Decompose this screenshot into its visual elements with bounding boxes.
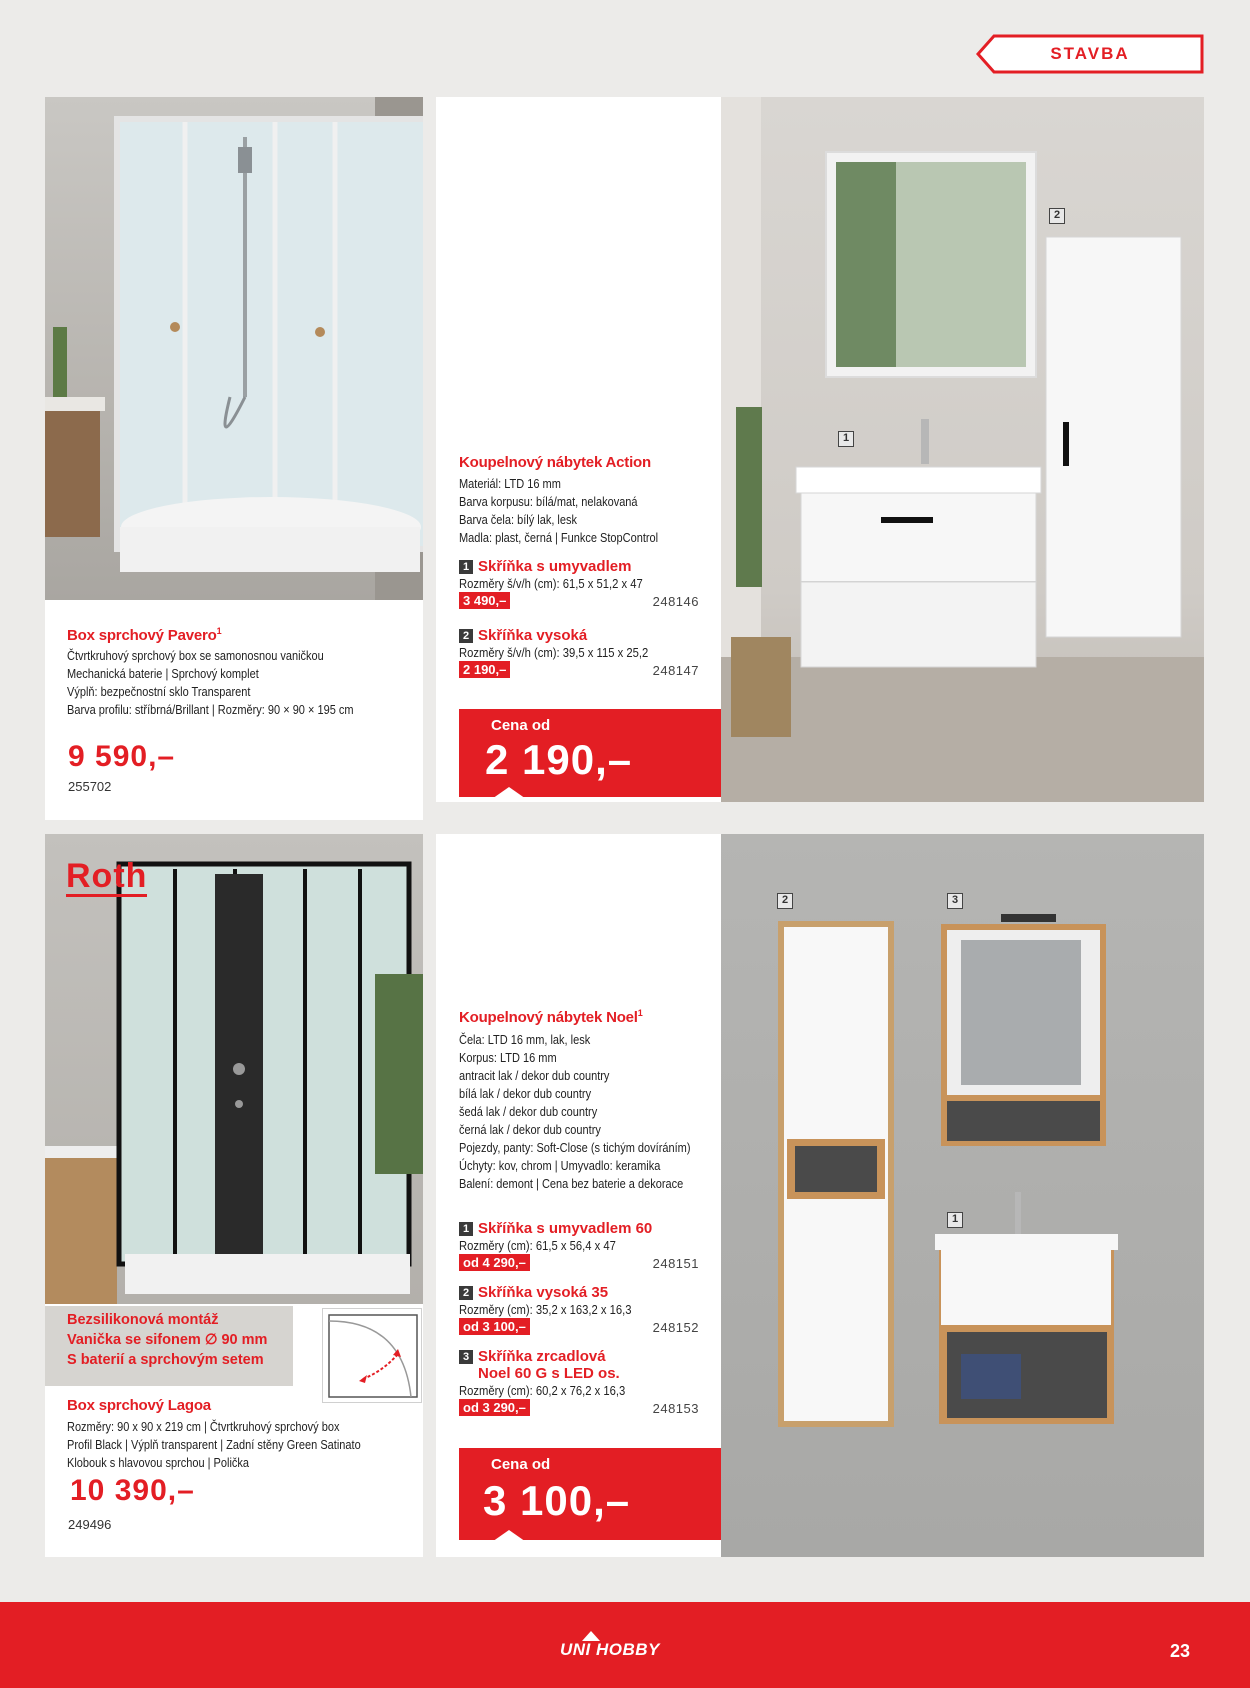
item-code: 248153 [652, 1401, 699, 1416]
lagoa-feature-banner [45, 1306, 293, 1386]
item-number: 2 [459, 629, 473, 643]
noel-line: šedá lak / dekor dub country [459, 1105, 598, 1119]
cena-label: Cena od [491, 717, 551, 734]
banner-line: S baterií a sprchovým setem [67, 1352, 264, 1368]
noel-line: antracit lak / dekor dub country [459, 1069, 610, 1083]
action-cena-box [459, 709, 721, 797]
item-name: Skříňka vysoká [478, 627, 588, 644]
noel-cena-box [459, 1448, 721, 1540]
lagoa-line: Klobouk s hlavovou sprchou | Polička [67, 1456, 250, 1470]
noel-furniture-illustration [721, 834, 1204, 1557]
noel-item [459, 1284, 699, 1338]
item-name: Skříňka s umyvadlem [478, 558, 632, 575]
action-line: Barva čela: bílý lak, lesk [459, 513, 578, 527]
lagoa-shower-illustration [45, 834, 423, 1304]
pavero-line: Barva profilu: stříbrná/Brillant | Rozměry: 90 × 90 × 195 cm [67, 703, 354, 717]
pavero-line: Výplň: bezpečnostní sklo Transparent [67, 685, 251, 699]
pavero-photo [45, 97, 423, 600]
item-code: 248152 [652, 1320, 699, 1335]
action-item [459, 627, 699, 681]
action-item [459, 558, 699, 612]
footer-brand-logo [560, 1640, 660, 1660]
item-number: 2 [459, 1286, 473, 1300]
noel-item [459, 1348, 699, 1419]
item-dims: Rozměry š/v/h (cm): 61,5 x 51,2 x 47 [459, 577, 643, 591]
section-tab [976, 34, 1204, 74]
item-name: Skříňka zrcadlová [478, 1348, 606, 1365]
pavero-title [67, 626, 221, 644]
lagoa-code: 249496 [68, 1517, 112, 1532]
noel-line: černá lak / dekor dub country [459, 1123, 601, 1137]
item-price-tag: od 3 290,– [459, 1399, 530, 1416]
section-tab-label: STAVBA [1050, 44, 1130, 63]
item-code: 248151 [652, 1256, 699, 1271]
noel-item-title [459, 1284, 699, 1301]
shower-box-illustration [45, 97, 423, 600]
action-badge: 2 [1049, 208, 1065, 224]
pavero-price: 9 590,– [68, 740, 176, 773]
brand-icon [582, 1631, 600, 1641]
item-code: 248146 [652, 594, 699, 609]
pavero-line: Mechanická baterie | Sprchový komplet [67, 667, 259, 681]
noel-line: Úchyty: kov, chrom | Umyvadlo: keramika [459, 1159, 661, 1173]
lagoa-price: 10 390,– [70, 1474, 195, 1507]
lagoa-title: Box sprchový Lagoa [67, 1397, 211, 1414]
brand-text: UNI HOBBY [560, 1640, 660, 1659]
noel-item-title [459, 1220, 699, 1237]
action-title: Koupelnový nábytek Action [459, 454, 651, 471]
item-name: Skříňka s umyvadlem 60 [478, 1220, 653, 1237]
page-number: 23 [1170, 1641, 1191, 1661]
item-name-line2: Noel 60 G s LED os. [478, 1365, 620, 1382]
noel-line: Čela: LTD 16 mm, lak, lesk [459, 1033, 591, 1047]
item-code: 248147 [652, 663, 699, 678]
item-dims: Rozměry (cm): 60,2 x 76,2 x 16,3 [459, 1384, 626, 1398]
floorplan-svg [323, 1309, 423, 1404]
cena-value: 2 190,– [485, 736, 633, 783]
noel-item [459, 1220, 699, 1274]
action-description [459, 475, 658, 547]
noel-badge: 2 [777, 893, 793, 909]
pavero-line: Čtvrtkruhový sprchový box se samonosnou vaničkou [67, 649, 324, 663]
lagoa-floorplan-diagram [322, 1308, 422, 1403]
item-name: Skříňka vysoká 35 [478, 1284, 609, 1301]
pavero-title-sup: 1 [216, 626, 222, 636]
item-number: 3 [459, 1350, 473, 1364]
cena-notch [489, 787, 529, 801]
lagoa-description [67, 1418, 361, 1472]
item-number: 1 [459, 1222, 473, 1236]
pavero-title-text: Box sprchový Pavero [67, 627, 217, 644]
pavero-description [67, 647, 354, 719]
noel-line: Korpus: LTD 16 mm [459, 1051, 557, 1065]
item-number: 1 [459, 560, 473, 574]
lagoa-line: Rozměry: 90 x 90 x 219 cm | Čtvrtkruhový sprchový box [67, 1420, 340, 1434]
item-dims: Rozměry (cm): 35,2 x 163,2 x 16,3 [459, 1303, 632, 1317]
item-dims: Rozměry (cm): 61,5 x 56,4 x 47 [459, 1239, 616, 1253]
action-item-title [459, 558, 699, 575]
noel-item-title [459, 1348, 699, 1365]
action-panel [436, 97, 721, 802]
noel-line: Pojezdy, panty: Soft-Close (s tichým dovíráním) [459, 1141, 691, 1155]
noel-title-sup: 1 [637, 1008, 643, 1018]
noel-title [459, 1008, 643, 1026]
item-price-tag: od 3 100,– [459, 1318, 530, 1335]
banner-line: Bezsilikonová montáž [67, 1312, 219, 1328]
cena-label: Cena od [491, 1456, 551, 1473]
item-price-tag: 2 190,– [459, 661, 510, 678]
banner-line: Vanička se sifonem ∅ 90 mm [67, 1332, 268, 1348]
cena-notch [489, 1530, 529, 1544]
roth-logo: Roth [66, 857, 148, 895]
action-photo [721, 97, 1204, 802]
action-line: Barva korpusu: bílá/mat, nelakovaná [459, 495, 638, 509]
action-item-title [459, 627, 699, 644]
cena-value: 3 100,– [483, 1477, 631, 1524]
noel-line: bílá lak / dekor dub country [459, 1087, 592, 1101]
lagoa-photo [45, 834, 423, 1304]
action-badge: 1 [838, 431, 854, 447]
noel-photo [721, 834, 1204, 1557]
action-line: Materiál: LTD 16 mm [459, 477, 561, 491]
action-line: Madla: plast, černá | Funkce StopControl [459, 531, 659, 545]
item-price-tag: 3 490,– [459, 592, 510, 609]
pavero-code: 255702 [68, 779, 112, 794]
noel-description [459, 1031, 690, 1193]
noel-badge: 3 [947, 893, 963, 909]
noel-title-text: Koupelnový nábytek Noel [459, 1009, 638, 1026]
item-dims: Rozměry š/v/h (cm): 39,5 x 115 x 25,2 [459, 646, 649, 660]
noel-line: Balení: demont | Cena bez baterie a dekorace [459, 1177, 684, 1191]
noel-badge: 1 [947, 1212, 963, 1228]
action-furniture-illustration [721, 97, 1204, 802]
lagoa-line: Profil Black | Výplň transparent | Zadní stěny Green Satinato [67, 1438, 361, 1452]
item-price-tag: od 4 290,– [459, 1254, 530, 1271]
